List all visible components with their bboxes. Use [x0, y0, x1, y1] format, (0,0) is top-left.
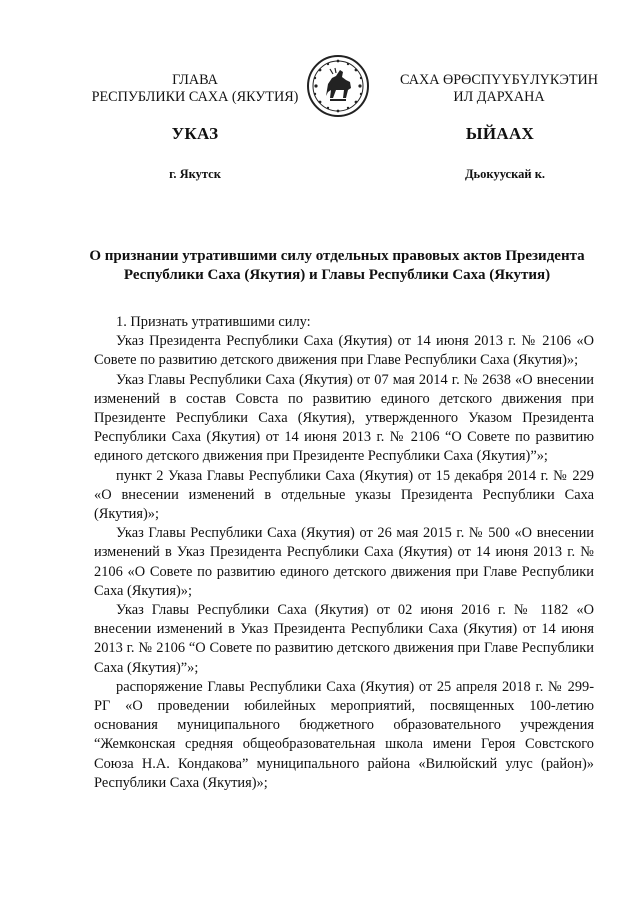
header-left-line2: РЕСПУБЛИКИ САХА (ЯКУТИЯ) [91, 89, 299, 105]
paragraph: пункт 2 Указа Главы Республики Саха (Якутия) от 15 декабря 2014 г. № 229 «О внесении изменений в отдельные указы Президента Республики Саха (Якутия)»; [94, 467, 594, 523]
document-body [94, 313, 594, 793]
place-left: г. Якутск [169, 167, 221, 181]
paragraph: Указ Президента Республики Саха (Якутия) от 14 июня 2013 г. № 2106 «О Совете по развитию детского движения при Главе Республики Саха (Якутия)»; [94, 333, 594, 369]
place-right: Дьокуускай к. [464, 167, 546, 181]
paragraph: Указ Главы Республики Саха (Якутия) от 02 июня 2016 г. № 1182 «О внесении изменений в Указ Президента Республики Саха (Якутия) от 14 июня 2013 г. № 2106 “О Совете по развитию детского движения при Главе Республики Саха (Якутия)”»; [94, 602, 594, 676]
header-right-line2: ИЛ ДАРХАНА [453, 89, 545, 105]
header-right [392, 72, 606, 106]
paragraph: распоряжение Главы Республики Саха (Якутия) от 25 апреля 2018 г. № 299-РГ «О проведении юбилейных мероприятий, посвященных 100-летию основания муниципального бюджетного образовательного учреждения “Жемконская средняя общеобразовательная школа имени Героя Совстского Союза Н.А. Кондакова” муниципального района «Вилюйский улус (район)» Республики Саха (Якутия)»; [94, 678, 594, 791]
coat-of-arms-icon [306, 54, 370, 118]
doc-type-right: ЫЙААХ [465, 124, 535, 143]
paragraph: 1. Признать утратившими силу: [116, 314, 311, 330]
paragraph: Указ Главы Республики Саха (Якутия) от 26 мая 2015 г. № 500 «О внесении изменений в Указ Президента Республики Саха (Якутия) от 14 июня 2013 г. № 2106 «О Совете по развитию единого детского движения при Главе Республики Саха (Якутия)»; [94, 525, 594, 599]
document-title: О признании утратившими силу отдельных правовых актов Президента Республики Саха (Якутия) и Главы Республики Саха (Якутия) [89, 248, 585, 283]
header-left-line1: ГЛАВА [172, 72, 218, 88]
paragraph: Указ Главы Республики Саха (Якутия) от 07 мая 2014 г. № 2638 «О внесении изменений в состав Совста по развитию единого детского движения при Президенте Республики Саха (Якутия), утвержденного Указом Президента Республики Саха (Якутия) от 14 июня 2013 г. № 2106 “О Совете по развитию единого детского движения при Президенте Республики Саха (Якутия)”»; [94, 371, 594, 465]
doc-type-left: УКАЗ [171, 124, 219, 143]
header-right-line1: САХА ӨРӨСПҮҮБҮЛҮКЭТИН [399, 72, 599, 88]
header-left [80, 72, 310, 106]
